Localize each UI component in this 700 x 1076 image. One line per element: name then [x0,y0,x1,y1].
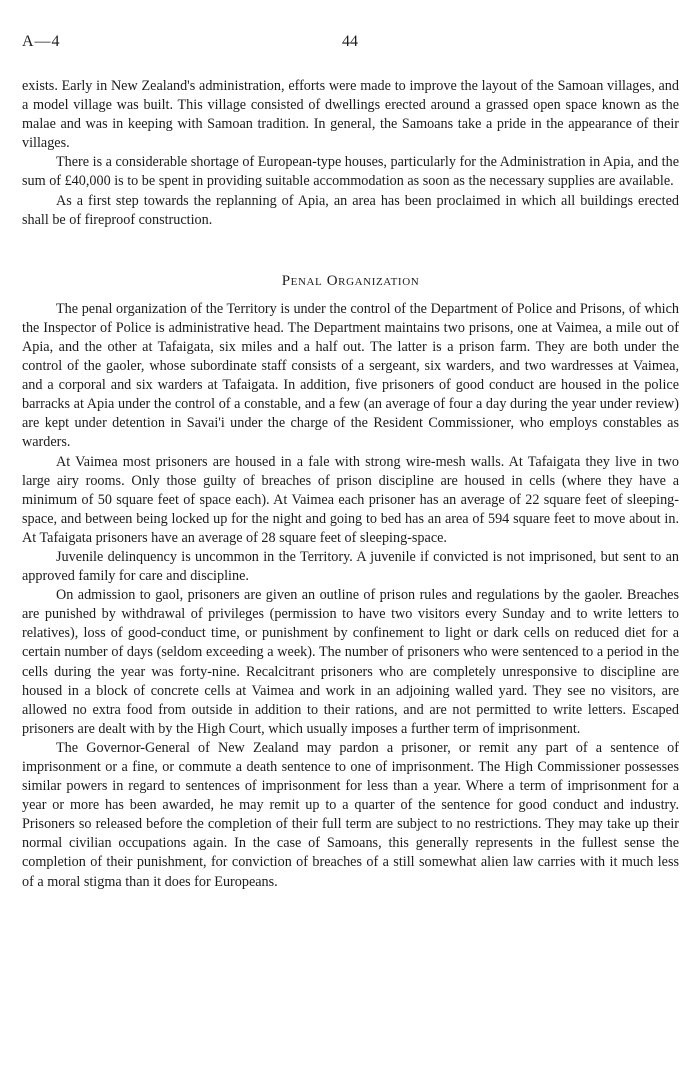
page-number: 44 [342,33,358,50]
page-header [22,33,678,53]
paragraph: On admission to gaol, prisoners are given an outline of prison rules and regulations by the gaoler. Breaches are punished by withdrawal of privileges (permission to have two visitors every Sunday and to write letters to relatives), loss of good-conduct time, or punishment by confinement to light or dark cells on reduced diet for a certain number of days (seldom exceeding a week). The number of prisoners who were sentenced to a period in the cells during the year was forty-nine. Recalcitrant prisoners who are completely unresponsive to discipline are housed in a block of concrete cells at Vaimea and work in an adjoining walled yard. They see no visitors, are allowed no extra food from outside in addition to their rations, and are not permitted to write letters. Escaped prisoners are dealt with by the High Court, which usually imposes a further term of imprisonment. [22,587,679,737]
section-heading: Penal Organization [281,272,420,289]
paragraph: The Governor-General of New Zealand may pardon a prisoner, or remit any part of a sentence of imprisonment or a fine, or commute a death sentence to one of imprisonment. The High Commissioner possesses similar powers in regard to sentences of imprisonment for less than a year. Where a term of imprisonment for a year or more has been awarded, he may remit up to a quarter of the sentence for good conduct and industry. Prisoners so released before the completion of their full term are subject to no restrictions. They may take up their normal civilian occupations again. In the case of Samoans, this generally represents in the fullest sense the completion of their punishment, for conviction of breaches of a still somewhat alien law carries with it much less of a moral stigma than it does for Europeans. [22,739,679,890]
paragraph: Juvenile delinquency is uncommon in the Territory. A juvenile if convicted is not imprisoned, but sent to an approved family for care and discipline. [22,548,679,585]
paragraph: As a first step towards the replanning of Apia, an area has been proclaimed in which all buildings erected shall be of fireproof construction. [22,192,679,228]
document-reference: A—4 [22,33,61,50]
paragraph: There is a considerable shortage of European-type houses, particularly for the Administration in Apia, and the sum of £40,000 is to be spent in providing suitable accommodation as soon as the necessary supplies are available. [22,154,679,190]
document-body [22,77,679,892]
paragraph: The penal organization of the Territory is under the control of the Department of Police and Prisons, of which the Inspector of Police is administrative head. The Department maintains two prisons, one at Vaimea, a mile out of Apia, and the other at Tafaigata, six miles and a half out. The latter is a prison farm. They are both under the control of the gaoler, whose subordinate staff consists of a sergeant, six warders, and two wardresses at Vaimea, and a corporal and six warders at Tafaigata. In addition, five prisoners of good conduct are housed in the police barracks at Apia under the control of a constable, and a few (an average of four a day during the year under review) are kept under detention in Savai'i under the charge of the Resident Commissioner, who employs constables as warders. [22,300,679,451]
paragraph: exists. Early in New Zealand's administration, efforts were made to improve the layout of the Samoan villages, and a model village was built. This village consisted of dwellings erected around a grassed open space known as the malae and was in keeping with Samoan tradition. In general, the Samoans take a pride in the appearance of their villages. [22,78,679,152]
paragraph: At Vaimea most prisoners are housed in a fale with strong wire-mesh walls. At Tafaigata they live in two large airy rooms. Only those guilty of breaches of prison discipline are housed in cells (where they have a minimum of 50 square feet of space each). At Vaimea each prisoner has an average of 22 square feet of sleeping-space, and between being locked up for the night and going to bed has an area of 594 square feet to move about in. At Tafaigata prisoners have an average of 28 square feet of sleeping-space. [22,453,679,546]
